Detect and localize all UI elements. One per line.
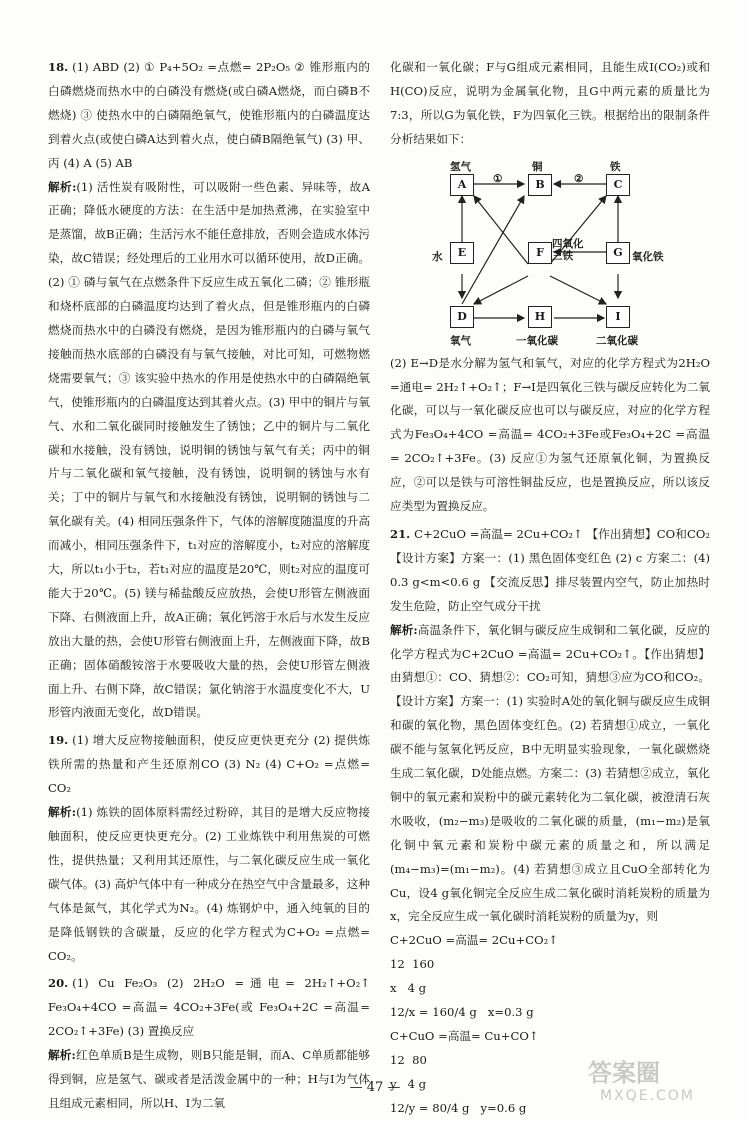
q19-number: 19.	[48, 733, 69, 748]
q20-analysis-start: 解析:红色单质B是生成物，则B只能是铜，而A、C单质都能够得到铜，应是氢气、碳或者是活泼金属中的一种；H与I为气体且组成元素相同，所以H、I为二氧	[48, 1048, 370, 1110]
calc-line: 12 160	[390, 957, 435, 972]
q18-number: 18.	[48, 60, 69, 74]
label-oxygen: 氧气	[450, 334, 471, 347]
calc-line: 12/x = 160/4 g x=0.3 g	[390, 1005, 534, 1020]
node-b: B	[528, 174, 552, 196]
node-d: D	[450, 306, 474, 328]
node-i: I	[606, 306, 630, 328]
q19-answer: 19. (1) 增大反应物接触面积，使反应更快更充分 (2) 提供炼铁所需的热量和产生还原剂CO (3) N₂ (4) C+O₂ =点燃= CO₂	[48, 733, 370, 796]
q20-analysis-end: (2) E→D是水分解为氢气和氧气，对应的化学方程式为2H₂O =通电= 2H₂↑+O₂↑；F→I是四氧化三铁与碳反应转化为二氧化碳，可以与一氧化碳反应也可以与碳反应，对应的化学方程式为Fe₃O₄+4CO =高温= 4CO₂+3Fe或Fe₃O₄+2C =高温= 2CO₂↑+3Fe。(3) 反应①为氢气还原氧化铜，为置换反应，②可以是铁与可溶性铜盐反应，也是置换反应，所以该反应类型为置换反应。	[390, 355, 710, 514]
analysis-label: 解析:	[48, 1048, 76, 1063]
analysis-label: 解析:	[48, 805, 77, 820]
label-fe3o4: 四氧化三铁	[552, 237, 584, 262]
calc-line: 12 80	[390, 1052, 427, 1067]
node-g: G	[606, 242, 630, 264]
label-hydrogen: 氢气	[450, 160, 471, 173]
label-co: 一氧化碳	[516, 334, 558, 347]
page-number: — 47 —	[349, 1080, 401, 1095]
watermark-logo: 答案圈	[588, 1059, 660, 1087]
analysis-label: 解析:	[390, 622, 418, 637]
q21-number: 21.	[390, 526, 411, 541]
left-column	[48, 56, 370, 1116]
right-column	[390, 56, 710, 1121]
q21-analysis: 解析:高温条件下，氧化铜与碳反应生成铜和二氧化碳，反应的化学方程式为C+2CuO =高温= 2Cu+CO₂↑。【作出猜想】由猜想①：CO、猜想②：CO₂可知，猜想③应为CO和CO₂。【设计方案】方案一：(1) 实验时A处的氧化铜与碳反应生成铜和碳的氧化物，黑色固体变红色。(2) 若猜想①成立，一氧化碳不能与氢氧化钙反应，B中无明显实验现象，一氧化碳燃烧生成二氧化碳，D处能点燃。方案二：(3) 若猜想②成立，氧化铜中的氧元素和炭粉中的碳元素转化为二氧化碳，被澄清石灰水吸收，(m₂−m₃)是吸收的二氧化碳的质量，(m₁−m₂)是氧化铜中氧元素和炭粉中碳元素的质量之和，所以满足(m₄−m₃)=(m₁−m₂)。(4) 若猜想③成立且CuO全部转化为Cu，设4 g氧化铜完全反应生成二氧化碳时消耗炭粉的质量为x，完全反应生成一氧化碳时消耗炭粉的质量为y，则	[390, 622, 710, 924]
q20-number: 20.	[48, 976, 69, 991]
calc-line: C+CuO =高温= Cu+CO↑	[390, 1029, 539, 1043]
analysis-label: 解析:	[48, 179, 77, 194]
label-fe2o3: 氧化铁	[632, 250, 664, 263]
q18-analysis: 解析:(1) 活性炭有吸附性，可以吸附一些色素、异味等，故A正确；降低水硬度的方法：在生活中是加热煮沸，在实验室中是蒸馏，故B正确；生活污水不能任意排放，否则会造成水体污染，故C错误；经处理后的工业用水可以循环使用，故D正确。(2) ① 磷与氧气在点燃条件下反应生成五氧化二磷；② 锥形瓶和烧杯底部的白磷温度均达到了着火点，但是锥形瓶内的白磷燃烧而热水中的白磷没有燃烧，是因为锥形瓶内的白磷与氧气接触而热水底部的白磷没有与氧气接触，对比可知，可燃物燃烧需要氧气；③ 该实验中热水的作用是使热水中的白磷隔绝氧气，使锥形瓶内的白磷温度达到其着火点。(3) 甲中的铜片与氧气、水和二氧化碳同时接触发生了锈蚀；乙中的铜片与二氧化碳和水接触，没有锈蚀，说明铜的锈蚀与氧气有关；丙中的铜片与二氧化碳和氧气接触，没有锈蚀，说明铜的锈蚀与水有关；丁中的铜片与氧气和水接触没有锈蚀，说明铜的锈蚀与二氧化碳有关。(4) 相同压强条件下，气体的溶解度随温度的升高而减小，相同压强条件下，t₁对应的溶解度小，t₂对应的溶解度大，所以t₁小于t₂，若t₁对应的温度是20℃，则t₂对应的温度可能大于20℃。(5) 镁与稀盐酸反应放热，会使U形管左侧液面下降、右侧液面上升，故A正确；氧化钙溶于水后与水发生反应放出大量的热，会使U形管右侧液面上升，左侧液面下降，故B正确；固体硝酸铵溶于水要吸收大量的热，会使U形管左侧液面上升、右侧下降，故C错误；氯化钠溶于水温度变化不大，U形管内液面无变化，故D错误。	[48, 179, 371, 720]
calc-line: 12/y = 80/4 g y=0.6 g	[390, 1100, 527, 1115]
q20-answer: 20. (1) Cu Fe₂O₃ (2) 2H₂O =通电= 2H₂↑+O₂↑ Fe₃O₄+4CO =高温= 4CO₂+3Fe(或 Fe₃O₄+2C =高温= 2CO₂↑+3Fe) (3) 置换反应	[48, 976, 370, 1039]
node-f: F	[528, 242, 552, 264]
q19-analysis: 解析:(1) 炼铁的固体原料需经过粉碎，其目的是增大反应物接触面积，使反应更快更充分。(2) 工业炼铁中利用焦炭的可燃性，提供热量；又利用其还原性，与二氧化碳反应生成一氧化碳气体。(3) 高炉气体中有一种成分在热空气中含量最多，这种气体是氮气，其化学式为N₂。(4) 炼钢炉中，通入纯氧的目的是降低钢铁的含碳量，反应的化学方程式为C+O₂ =点燃= CO₂。	[48, 805, 370, 963]
label-copper: 铜	[532, 160, 543, 173]
label-water: 水	[432, 250, 443, 263]
label-co2: 二氧化碳	[596, 334, 638, 347]
label-iron: 铁	[610, 160, 621, 173]
calc-line: y 4 g	[390, 1076, 427, 1091]
inference-diagram	[432, 156, 678, 347]
arrow-label-2: ②	[574, 172, 584, 185]
node-c: C	[606, 174, 630, 196]
node-h: H	[528, 306, 552, 328]
node-a: A	[450, 174, 474, 196]
q21-answer: 21. C+2CuO =高温= 2Cu+CO₂↑ 【作出猜想】CO和CO₂ 【设计方案】方案一：(1) 黑色固体变红色 (2) c 方案二：(4) 0.3 g<m<0.6 g 【交流反思】排尽装置内空气，防止加热时发生危险，防止空气成分干扰	[390, 526, 710, 613]
calc-line: x 4 g	[390, 981, 427, 996]
arrow-label-1: ①	[493, 172, 503, 185]
q20-analysis-cont: 化碳和一氧化碳；F与G组成元素相同，且能生成I(CO₂)或和H(CO)反应，说明为金属氧化物，且G中两元素的质量比为7:3，所以G为氧化铁，F为四氧化三铁。根据给出的限制条件分析结果如下：	[390, 60, 710, 146]
calc-line: C+2CuO =高温= 2Cu+CO₂↑	[390, 933, 558, 948]
watermark-url: MXQE.COM	[600, 1088, 695, 1104]
q18-answer: 18. (1) ABD (2) ① P₄+5O₂ =点燃= 2P₂O₅ ② 锥形瓶内的白磷燃烧而热水中的白磷没有燃烧(或白磷A燃烧，而白磷B不燃烧) ③ 使热水中的白磷隔绝氧气，使锥形瓶内的白磷温度达到着火点(或使白磷A达到着火点，使白磷B隔绝氧气) (3) 甲、丙 (4) A (5) AB	[48, 60, 370, 170]
node-e: E	[450, 242, 474, 264]
